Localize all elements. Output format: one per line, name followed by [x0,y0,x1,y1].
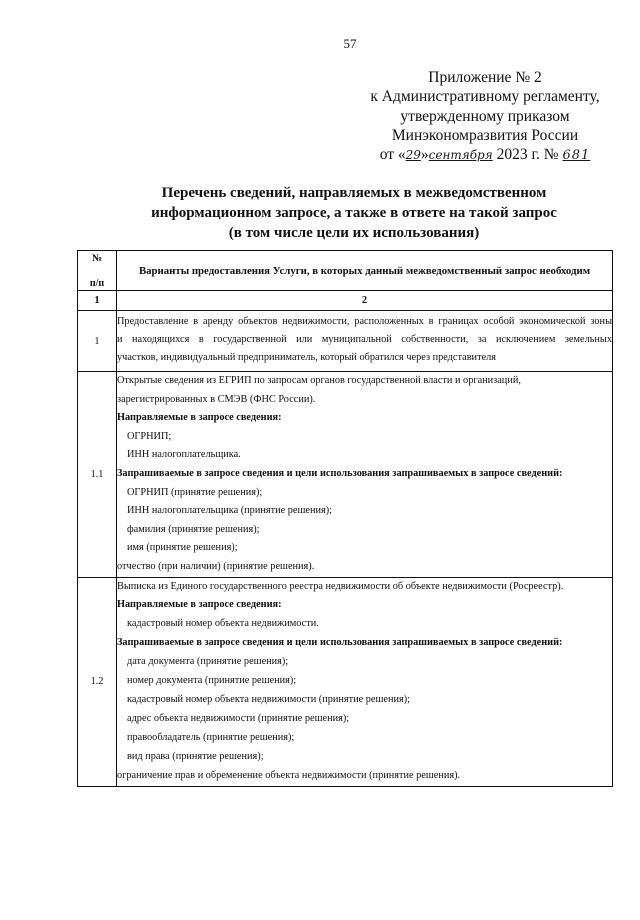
row-number: 1.1 [78,372,117,578]
content-item: ОГРНИП; [127,430,172,442]
document-title-line: Перечень сведений, направляемых в межведомственном [161,185,547,201]
table-row [78,372,613,578]
content-heading: Направляемые в запросе сведения: [117,599,282,611]
order-day-close: » [420,146,429,164]
appendix-line: Приложение № 2 [428,69,542,86]
appendix-line: Минэкономразвития России [391,126,579,144]
content-item: адрес объекта недвижимости (принятие решения); [127,712,350,724]
order-number-handwritten: 681 [562,148,591,164]
content-line: и находящихся в государственной или муниципальной собственности, за исключением земельных [117,334,612,345]
order-prefix: от « [379,146,406,164]
table-header-row [78,251,613,291]
content-line: зарегистрированных в СМЭВ (ФНС России). [117,393,316,405]
table-row [78,577,613,786]
order-month-handwritten: сентября [428,148,493,163]
order-reference [355,145,615,165]
column-numbers-row [78,291,613,311]
column-header-number-wrap [78,251,116,290]
content-line: Предоставление в аренду объектов недвижимости, расположенных в границах особой экономической зоны [117,316,612,327]
appendix-line: утвержденному приказом [400,107,570,125]
content-item: кадастровый номер объекта недвижимости. [127,618,319,630]
content-item: кадастровый номер объекта недвижимости (принятие решения); [127,693,411,705]
content-item: дата документа (принятие решения); [127,656,289,668]
column-header-variants: Варианты предоставления Услуги, в которых данный межведомственный запрос необходим [117,251,613,291]
page-number: 57 [343,36,357,51]
content-item: имя (принятие решения); [127,542,238,554]
document-title-line: (в том числе цели их использования) [228,225,480,241]
appendix-line: к Административному регламенту, [370,88,600,106]
row-content [117,372,613,578]
content-item: ИНН налогоплательщика. [127,449,241,461]
order-day-handwritten: 29 [405,148,421,163]
row-content [117,577,613,786]
table-row [78,311,613,372]
document-title [84,183,624,243]
content-item: ограничение прав и обременение объекта недвижимости (принятие решения). [117,769,461,781]
content-item: вид права (принятие решения); [127,750,264,762]
appendix-header [355,68,615,165]
content-heading: Запрашиваемые в запросе сведения и цели использования запрашиваемых в запросе сведений: [117,467,563,479]
row-number: 1.2 [78,577,117,786]
content-line: Открытые сведения из ЕГРИП по запросам органов государственной власти и организаций, [117,375,521,386]
column-header-number-abbr: п/п [89,278,105,289]
content-item: фамилия (принятие решения); [127,523,260,535]
column-number-2: 2 [117,291,613,311]
row-number: 1 [78,311,117,372]
content-line: Выписка из Единого государственного реестра недвижимости об объекте недвижимости (Росреестр). [117,580,564,592]
content-item: правообладатель (принятие решения); [127,731,295,743]
column-number-1: 1 [78,291,117,311]
content-item: номер документа (принятие решения); [127,675,297,687]
column-header-number [78,251,117,291]
content-item: ОГРНИП (принятие решения); [127,486,263,498]
row-content [117,311,613,372]
column-header-number-sign: № [91,253,103,264]
content-item: отчество (при наличии) (принятие решения). [117,560,315,572]
content-heading: Запрашиваемые в запросе сведения и цели использования запрашиваемых в запросе сведений: [117,637,563,649]
content-line: участков, индивидуальный предприниматель, который обратился через представителя [117,352,497,363]
content-item: ИНН налогоплательщика (принятие решения); [127,505,333,517]
content-heading: Направляемые в запросе сведения: [117,412,282,424]
information-table [77,250,613,787]
document-title-line: информационном запросе, а также в ответе на такой запрос [151,205,557,221]
order-year: 2023 г. № [496,146,559,164]
